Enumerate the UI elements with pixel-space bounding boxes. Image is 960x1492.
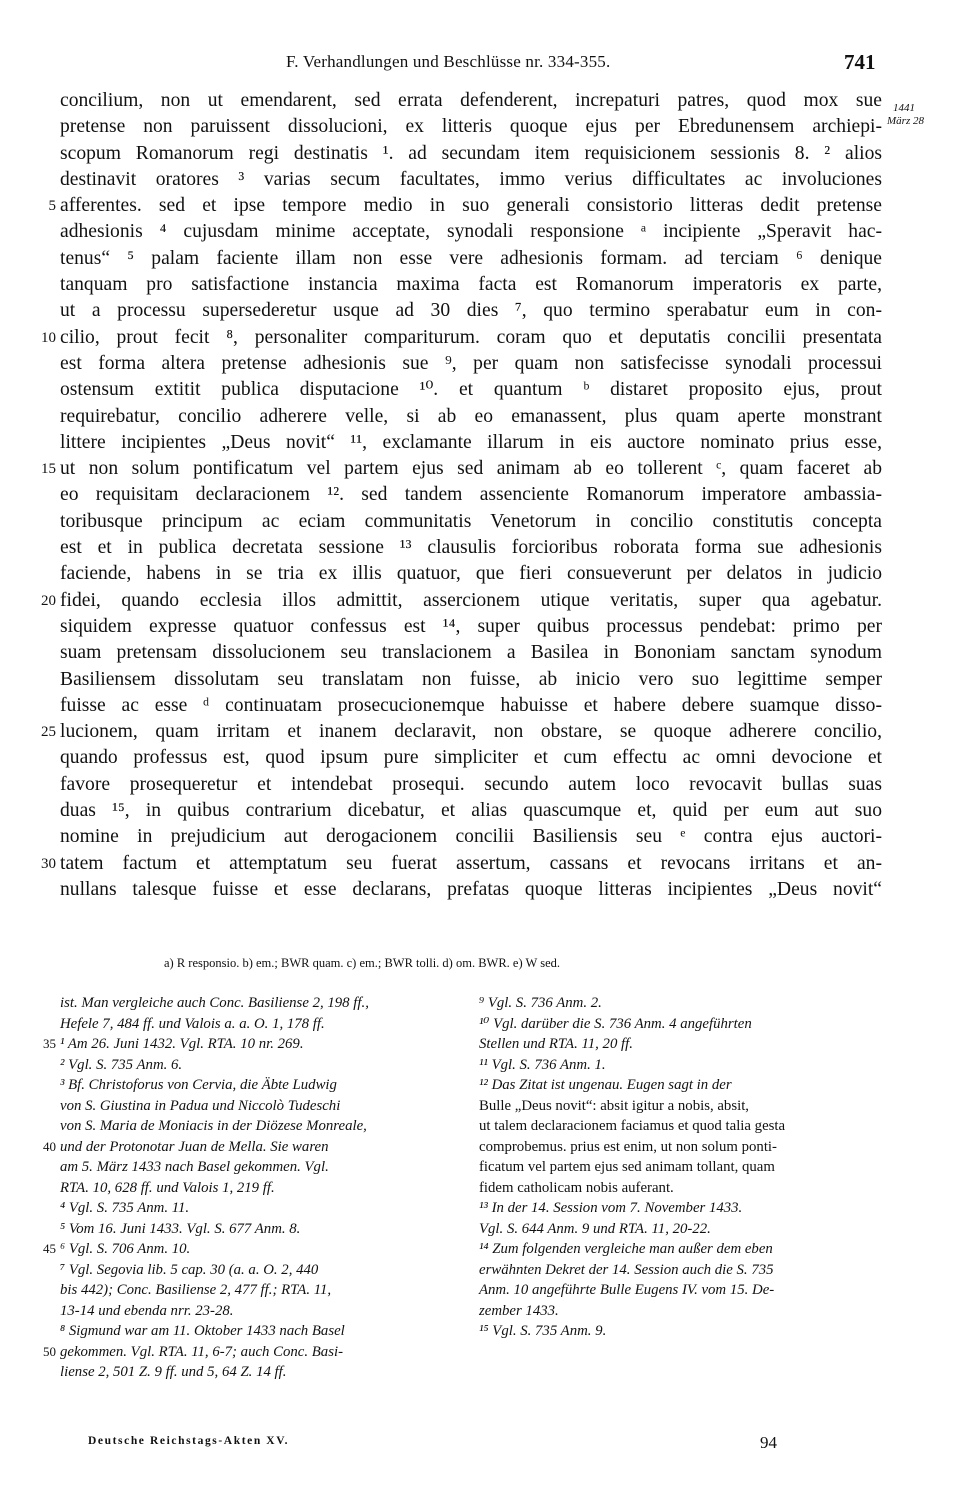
footnote-text: ³ Bf. Christoforus von Cervia, die Äbte Ludwig <box>60 1077 337 1093</box>
footnote-text: erwähnten Dekret der 14. Session auch die S. 735 <box>479 1261 774 1278</box>
text-line <box>60 693 882 719</box>
text-line <box>60 824 882 850</box>
footnote-text: und der Protonotar Juan de Mella. Sie waren <box>60 1138 329 1155</box>
critical-apparatus: a) R responsio. b) em.; BWR quam. c) em.; BWR tolli. d) om. BWR. e) W sed. <box>164 956 561 970</box>
line-text: concilium, non ut emendarent, sed errata defenderent, increpaturi patres, quod mox sue <box>60 90 882 111</box>
footnote-line <box>60 1198 464 1219</box>
footnote-line <box>479 1075 881 1096</box>
line-text: eo requisitam declaracionem ¹². sed tandem assenciente Romanorum imperatore ambassia- <box>60 484 882 506</box>
footnote-text: comprobemus. prius est enim, ut non solum ponti- <box>479 1138 777 1155</box>
footnote-line <box>479 1116 881 1137</box>
text-line <box>60 272 882 298</box>
text-line <box>60 772 882 798</box>
footnote-line <box>60 1157 464 1178</box>
line-text: littere incipientes „Deus novit“ ¹¹, exclamante illarum in eis auctore nominato prius esse, <box>60 431 882 453</box>
footnote-text: bis 442); Conc. Basiliense 2, 477 ff.; RTA. 11, <box>60 1282 332 1298</box>
line-text: favore prosequeretur et intendebat prosequi. secundo autem loco revocavit bullas suas <box>60 773 882 795</box>
line-text: quando professus est, quod ipsum pure simpliciter et cum effectu ac omni devocione et <box>60 747 882 769</box>
text-line <box>60 745 882 771</box>
line-number: 20 <box>41 592 56 609</box>
footnote-line <box>43 1034 464 1055</box>
footnote-text: ⁶ Vgl. S. 706 Anm. 10. <box>60 1241 191 1257</box>
line-number: 50 <box>43 1343 56 1359</box>
footnote-line <box>43 1239 464 1260</box>
line-text: afferentes. sed et ipse tempore medio in suo generali consistorio litteras dedit pretense <box>60 195 882 217</box>
footnote-text: ¹³ In der 14. Session vom 7. November 1433. <box>479 1200 743 1216</box>
text-line <box>60 482 882 508</box>
line-number: 45 <box>43 1241 56 1256</box>
footnote-text: ⁹ Vgl. S. 736 Anm. 2. <box>479 995 602 1011</box>
footnotes-left-column <box>43 993 464 1383</box>
text-line <box>60 88 882 114</box>
footnote-text: am 5. März 1433 nach Basel gekommen. Vgl. <box>60 1159 329 1175</box>
text-line <box>60 640 882 666</box>
footnote-line <box>479 1280 881 1301</box>
line-text: toribusque principum ac eciam communitatis Venetorum in concilio constitutis concepta <box>60 510 882 532</box>
line-number: 30 <box>41 855 56 872</box>
footnote-text: ⁴ Vgl. S. 735 Anm. 11. <box>60 1200 190 1216</box>
footnote-line <box>479 1301 881 1322</box>
footnote-text: ficatum vel partem ejus sed animam tollant, quam <box>479 1159 775 1175</box>
line-text: tatem factum et attemptatum seu fuerat assertum, cassans et revocans irritans et an- <box>60 852 882 874</box>
text-line <box>60 561 882 587</box>
footnote-text: zember 1433. <box>479 1302 559 1319</box>
line-text: lucionem, quam irritam et inanem declaravit, non obstare, se quoque adherere concilio, <box>60 721 882 743</box>
footer-sheet-number: 94 <box>760 1433 777 1452</box>
margin-year: 1441 <box>893 102 915 114</box>
line-text: tanquam pro satisfactione instancia maxima facta est Romanorum imperatoris ex parte, <box>60 274 882 296</box>
line-text: adhesionis ⁴ cujusdam minime acceptate, synodali responsione ᵃ incipiente „Speravit hac- <box>60 221 882 243</box>
footnote-text: ² Vgl. S. 735 Anm. 6. <box>60 1056 183 1073</box>
footnote-text: ¹⁰ Vgl. darüber die S. 736 Anm. 4 angeführten <box>479 1015 752 1032</box>
footnote-line <box>43 1342 464 1363</box>
line-text: siquidem expresse quatuor confessus est ¹⁴, super quibus processus pendebat: primo per <box>60 615 882 637</box>
footnote-text: von S. Giustina in Padua und Niccolò Tudeschi <box>60 1097 341 1114</box>
line-number: 5 <box>48 198 56 215</box>
footnote-line <box>60 1260 464 1281</box>
text-line <box>48 193 882 219</box>
text-line <box>60 509 882 535</box>
footnote-text: liense 2, 501 Z. 9 ff. und 5, 64 Z. 14 ff. <box>60 1364 287 1380</box>
footnote-text: Anm. 10 angeführte Bulle Eugens IV. vom 15. De- <box>479 1282 775 1298</box>
line-text: duas ¹⁵, in quibus contrarium dicebatur, et alias quascumque et, quid per eum aut suo <box>60 800 882 822</box>
footnote-text: ⁵ Vom 16. Juni 1433. Vgl. S. 677 Anm. 8. <box>60 1220 301 1237</box>
text-line <box>60 351 882 377</box>
text-line <box>60 167 882 193</box>
text-line <box>60 219 882 245</box>
footnote-text: ⁸ Sigmund war am 11. Oktober 1433 nach Basel <box>60 1323 345 1339</box>
footnote-line <box>60 1219 464 1240</box>
text-line <box>60 246 882 272</box>
footnote-text: ¹⁵ Vgl. S. 735 Anm. 9. <box>479 1323 607 1339</box>
footnote-text: ¹ Am 26. Juni 1432. Vgl. RTA. 10 nr. 269. <box>60 1036 304 1052</box>
footer-series-title: Deutsche Reichstags-Akten XV. <box>88 1435 290 1447</box>
footnote-line <box>60 993 464 1014</box>
text-line <box>60 141 882 167</box>
footnote-line <box>60 1301 464 1322</box>
footnote-text: gekommen. Vgl. RTA. 11, 6-7; auch Conc. Basi- <box>60 1343 343 1360</box>
text-line <box>60 877 882 903</box>
text-line <box>41 325 882 351</box>
line-text: faciende, habens in se tria ex illis quatuor, que fieri consueverunt per delatos in judicio <box>60 563 882 585</box>
text-line <box>60 404 882 430</box>
line-text: est et in publica decretata sessione ¹³ clausulis forcioribus roborata forma sue adhesionis <box>60 537 882 559</box>
footnote-line <box>479 1096 881 1117</box>
footnote-line <box>60 1178 464 1199</box>
footnote-line <box>60 1362 464 1383</box>
text-line <box>41 719 882 745</box>
footnote-text: Vgl. S. 644 Anm. 9 und RTA. 11, 20-22. <box>479 1220 711 1237</box>
line-text: cilio, prout fecit ⁸, personaliter compariturum. coram quo et deputatis concilii presentata <box>60 326 882 348</box>
footnote-line <box>479 1157 881 1178</box>
text-line <box>60 298 882 324</box>
line-text: requirebatur, concilio adherere velle, si ab eo emanassent, plus quam aperte monstrant <box>60 405 882 427</box>
footnote-text: ¹¹ Vgl. S. 736 Anm. 1. <box>479 1056 606 1073</box>
footnote-line <box>60 1096 464 1117</box>
footnote-line <box>479 993 881 1014</box>
footnote-line <box>479 1219 881 1240</box>
line-text: est forma altera pretense adhesionis sue ⁹, per quam non satisfecisse synodali processui <box>60 352 882 374</box>
text-line <box>60 798 882 824</box>
footnote-line <box>60 1116 464 1137</box>
main-text <box>41 88 882 903</box>
line-text: ut non solum pontificatum vel partem ejus sed animam ab eo tollerent ᶜ, quam faceret ab <box>60 458 882 480</box>
footnote-text: ¹² Das Zitat ist ungenau. Eugen sagt in der <box>479 1077 732 1093</box>
line-text: scopum Romanorum regi destinatis ¹. ad secundam item requisicionem sessionis 8. ² alios <box>60 142 882 164</box>
footnote-line <box>60 1321 464 1342</box>
line-text: Basiliensem dissolutam seu translatam non fuisse, ab inicio vero suo legittime semper <box>60 668 882 690</box>
line-number: 35 <box>43 1036 56 1051</box>
footnote-line <box>479 1014 881 1035</box>
footnote-text: Stellen und RTA. 11, 20 ff. <box>479 1036 633 1052</box>
text-line <box>41 588 882 614</box>
line-text: nullans talesque fuisse et esse declarans, prefatas quoque litteras incipientes „Deus novit“ <box>60 878 882 900</box>
footnote-line <box>479 1321 881 1342</box>
line-text: fidei, quando ecclesia illos admittit, assercionem utique veritatis, super qua agebatur. <box>60 589 882 611</box>
line-number: 15 <box>41 461 56 478</box>
footnote-line <box>60 1280 464 1301</box>
line-number: 10 <box>41 329 56 346</box>
line-text: ut a processu supersederetur usque ad 30 dies ⁷, quo termino sperabatur eum in con- <box>60 300 882 322</box>
footnote-text: von S. Maria de Moniacis in der Diözese Monreale, <box>60 1118 367 1134</box>
page-number: 741 <box>844 50 876 74</box>
footnote-text: Hefele 7, 484 ff. und Valois a. a. O. 1, 178 ff. <box>60 1015 325 1032</box>
footnote-line <box>479 1034 881 1055</box>
margin-day: März 28 <box>887 115 924 127</box>
line-text: tenus“ ⁵ palam faciente illam non esse vere adhesionis formam. ad terciam ⁶ denique <box>60 247 882 269</box>
footnote-line <box>60 1014 464 1035</box>
text-line <box>41 851 882 877</box>
footnote-text: ⁷ Vgl. Segovia lib. 5 cap. 30 (a. a. O. 2, 440 <box>60 1261 319 1278</box>
text-line <box>60 377 882 403</box>
footnote-text: ¹⁴ Zum folgenden vergleiche man außer dem eben <box>479 1241 773 1257</box>
footnote-text: ist. Man vergleiche auch Conc. Basiliense 2, 198 ff., <box>60 995 369 1011</box>
footnote-line <box>479 1137 881 1158</box>
footnote-line <box>43 1137 464 1158</box>
text-line <box>60 667 882 693</box>
line-text: nomine in prejudicium aut derogacionem concilii Basiliensis seu ᵉ contra ejus auctori- <box>60 826 882 848</box>
line-text: suam pretensam dissolucionem seu translacionem a Basilea in Bononiam sanctam synodum <box>60 642 882 664</box>
footnote-text: 13-14 und ebenda nrr. 23-28. <box>60 1302 234 1319</box>
line-text: pretense non paruissent dissolucioni, ex litteris quoque ejus per Ebredunensem archiepi- <box>60 116 882 138</box>
footnote-text: Bulle „Deus novit“: absit igitur a nobis, absit, <box>479 1097 750 1114</box>
footnote-line <box>479 1198 881 1219</box>
footnote-line <box>60 1055 464 1076</box>
text-line <box>41 456 882 482</box>
text-line <box>60 535 882 561</box>
line-number: 40 <box>43 1138 56 1154</box>
running-header: F. Verhandlungen und Beschlüsse nr. 334-355. <box>286 52 611 71</box>
line-text: destinavit oratores ³ varias secum facultates, immo verius difficultates ac involuciones <box>60 168 882 190</box>
footnote-line <box>60 1075 464 1096</box>
text-line <box>60 430 882 456</box>
text-line <box>60 114 882 140</box>
footnote-line <box>479 1178 881 1199</box>
footnotes-right-column <box>479 993 881 1342</box>
footnote-text: RTA. 10, 628 ff. und Valois 1, 219 ff. <box>60 1179 275 1196</box>
line-text: fuisse ac esse ᵈ continuatam prosecucionemque habuisse et habere debere suamque disso- <box>60 694 882 716</box>
line-text: ostensum extitit publica disputacione ¹⁰. et quantum ᵇ distaret proposito ejus, prout <box>60 379 882 401</box>
text-line <box>60 614 882 640</box>
footnote-text: ut talem declaracionem faciamus et quod talia gesta <box>479 1118 786 1134</box>
footnote-text: fidem catholicam nobis auferant. <box>479 1179 674 1196</box>
footnote-line <box>479 1055 881 1076</box>
line-number: 25 <box>41 724 56 741</box>
footnote-line <box>479 1260 881 1281</box>
footnote-line <box>479 1239 881 1260</box>
